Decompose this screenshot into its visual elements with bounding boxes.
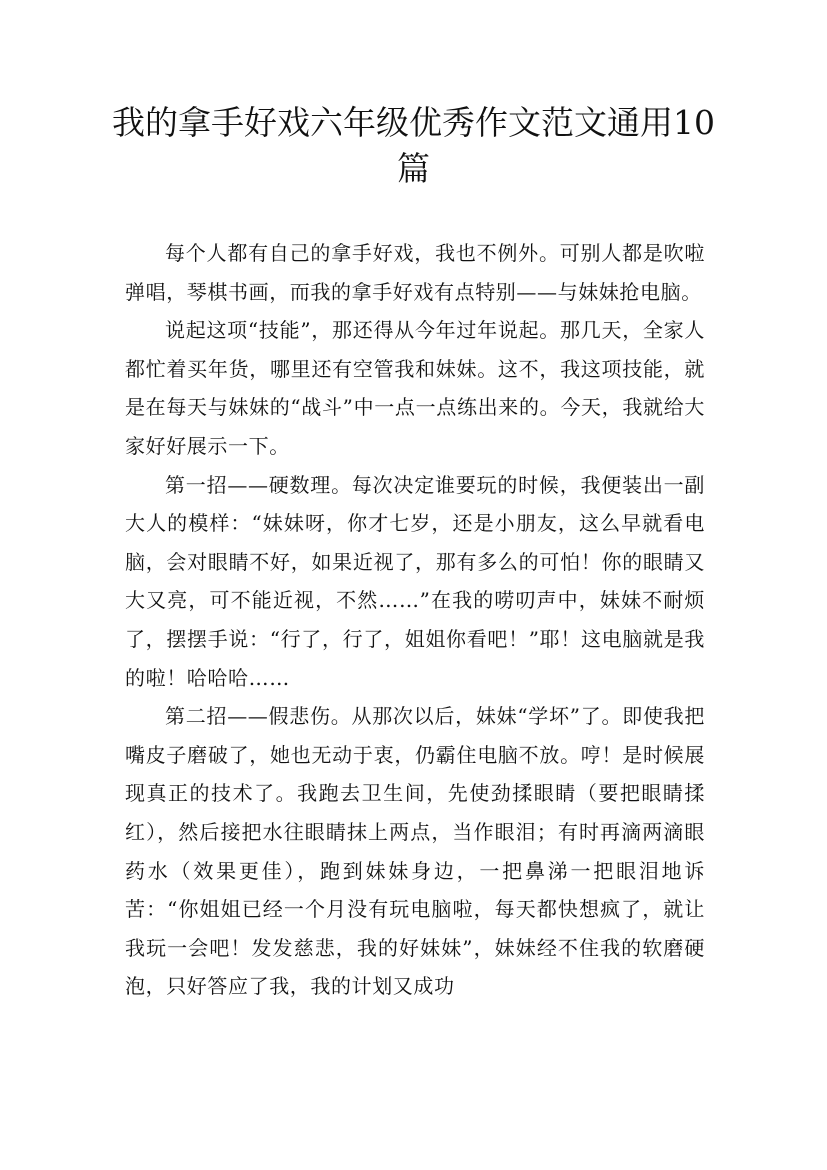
document-body <box>125 234 705 1006</box>
paragraph-first-move: 第一招——硬数理。每次决定谁要玩的时候，我便装出一副大人的模样：“妹妹呀，你才七岁，还是小朋友，这么早就看电脑，会对眼睛不好，如果近视了，那有多么的可怕！你的眼睛又大又亮，可不能近视，不然……”在我的唠叨声中，妹妹不耐烦了，摆摆手说：“行了，行了，姐姐你看吧！”耶！这电脑就是我的啦！哈哈哈…… <box>125 472 705 690</box>
paragraph-skill-origin: 说起这项“技能”，那还得从今年过年说起。那几天，全家人都忙着买年货，哪里还有空管我和妹妹。这不，我这项技能，就是在每天与妹妹的“战斗”中一点一点练出来的。今天，我就给大家好好展示一下。 <box>125 318 705 458</box>
paragraph-second-move: 第二招——假悲伤。从那次以后，妹妹“学坏”了。即使我把嘴皮子磨破了，她也无动于衷，仍霸住电脑不放。哼！是时候展现真正的技术了。我跑去卫生间，先使劲揉眼睛（要把眼睛揉红），然后接把水往眼睛抹上两点，当作眼泪；有时再滴两滴眼药水（效果更佳），跑到妹妹身边，一把鼻涕一把眼泪地诉苦：“你姐姐已经一个月没有玩电脑啦，每天都快想疯了，就让我玩一会吧！发发慈悲，我的好妹妹”，妹妹经不住我的软磨硬泡，只好答应了我，我的计划又成功 <box>125 704 705 999</box>
paragraph-intro: 每个人都有自己的拿手好戏，我也不例外。可别人都是吹啦弹唱，琴棋书画，而我的拿手好戏有点特别——与妹妹抢电脑。 <box>125 241 705 304</box>
document-title: 我的拿手好戏六年级优秀作文范文通用10篇 <box>112 103 715 188</box>
